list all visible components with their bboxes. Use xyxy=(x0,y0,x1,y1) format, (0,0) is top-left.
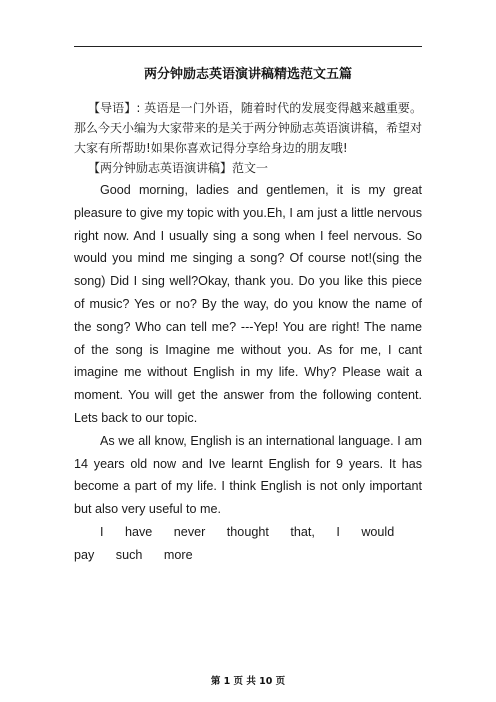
header-rule xyxy=(74,46,422,47)
body-paragraph-2: As we all know, English is an international language. I am 14 years old now and Ive learnt English for 9 years. It has become a part of my life. I think English is not only important but also very useful to me. xyxy=(74,433,422,517)
section-heading: 【两分钟励志英语演讲稿】范文一 xyxy=(88,161,269,175)
body-paragraph-3: I have never thought that, I would pay such more xyxy=(74,524,395,562)
document-body xyxy=(74,98,422,567)
page-number: 第 1 页 共 10 页 xyxy=(210,676,286,687)
document-title: 两分钟励志英语演讲稿精选范文五篇 xyxy=(143,67,352,82)
intro-paragraph: 【导语】: 英语是一门外语，随着时代的发展变得越来越重要。那么今天小编为大家带来的是关于两分钟励志英语演讲稿，希望对大家有所帮助!如果你喜欢记得分享给身边的朋友哦! xyxy=(74,101,423,155)
body-paragraph-1: Good morning, ladies and gentlemen, it is my great pleasure to give my topic with you.Eh, I am just a little nervous right now. And I usually sing a song when I feel nervous. So would you mind me singing a song? Of course not!(sing the song) Did I sing well?Okay, thank you. Do you like this piece of music? Yes or no? By the way, do you know the name of the song? Who can tell me? ---Yep! You are right! The name of the song is Imagine me without you. As for me, I cant imagine me without English in my life. Why? Please wait a moment. You will get the answer from the following content. Lets back to our topic. xyxy=(74,183,422,425)
